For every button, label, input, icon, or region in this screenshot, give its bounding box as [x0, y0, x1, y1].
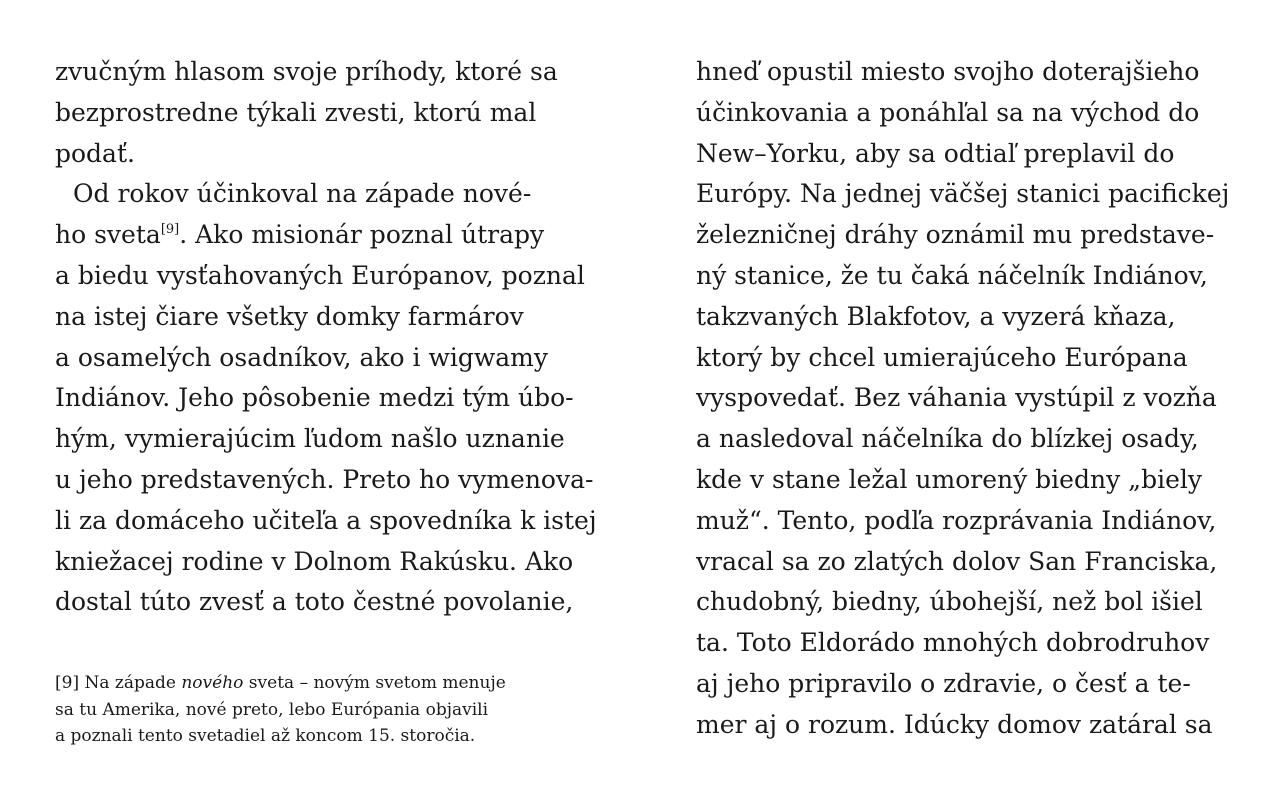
- text-line-with-footnote-ref: [55, 215, 597, 256]
- text-line: Indiánov. Jeho pôsobenie medzi tým úbo-: [55, 383, 574, 413]
- text-line: ta. Toto Eldorádo mnohých dobrodruhov: [696, 628, 1210, 658]
- text-line: a osamelých osadníkov, ako i wigwamy: [55, 342, 548, 372]
- footnote-text: [9] Na západe: [55, 673, 182, 693]
- text-line: dostal túto zvesť a toto čestné povolanie,: [55, 587, 574, 617]
- text-line: vracal sa zo zlatých dolov San Franciska,: [696, 546, 1218, 576]
- footnote-line: [55, 670, 506, 697]
- footnote-line: sa tu Amerika, nové preto, lebo Európania objavili: [55, 699, 489, 720]
- text-line: u jeho predstavených. Preto ho vymenova-: [55, 464, 594, 494]
- text-line: zvučným hlasom svoje príhody, ktoré sa: [55, 57, 558, 86]
- text-line: na istej čiare všetky domky farmárov: [55, 301, 524, 331]
- footnote-italic-text: nového: [181, 673, 244, 693]
- text-line: takzvaných Blakfotov, a vyzerá kňaza,: [696, 301, 1176, 331]
- text-line: vyspovedať. Bez váhania vystúpil z vozňa: [696, 383, 1217, 413]
- text-line: mer aj o rozum. Idúcky domov zatáral sa: [696, 709, 1213, 739]
- footnote-line: a poznali tento svetadiel až koncom 15. storočia.: [55, 726, 476, 746]
- text-line: chudobný, biedny, úbohejší, než bol išiel: [696, 587, 1203, 617]
- text-line: aj jeho pripravilo o zdravie, o česť a te-: [696, 668, 1191, 698]
- text-line: hým, vymierajúcim ľudom našlo uznanie: [55, 424, 565, 454]
- text-line: ktorý by chcel umierajúceho Európana: [696, 342, 1188, 372]
- text-line: li za domáceho učiteľa a spovedníka k istej: [55, 505, 597, 535]
- text-line: bezprostredne týkali zvesti, ktorú mal: [55, 97, 537, 127]
- text-line: účinkovania a ponáhľal sa na východ do: [696, 97, 1200, 127]
- text-line: a nasledoval náčelníka do blízkej osady,: [696, 424, 1199, 454]
- footnote-text: sveta – novým svetom menuje: [243, 673, 506, 693]
- text-segment: . Ako misionár poznal útrapy: [179, 220, 545, 250]
- text-line: a biedu vysťahovaných Európanov, poznal: [55, 260, 585, 290]
- text-line: ný stanice, že tu čaká náčelník Indiánov,: [696, 260, 1208, 290]
- left-text-column: [55, 52, 597, 623]
- text-segment: ho sveta: [55, 220, 161, 250]
- text-line: podať.: [55, 138, 135, 168]
- text-line: kde v stane ležal umorený biedny „biely: [696, 464, 1203, 494]
- right-text-column: [696, 52, 1229, 746]
- text-line: Európy. Na jednej väčšej stanici pacifickej: [696, 179, 1230, 209]
- paragraph-start-line: Od rokov účinkoval na západe nové-: [73, 179, 532, 209]
- text-line: muž“. Tento, podľa rozprávania Indiánov,: [696, 505, 1217, 535]
- text-line: hneď opustil miesto svojho doterajšieho: [696, 57, 1200, 86]
- text-line: železničnej dráhy oznámil mu predstave-: [696, 220, 1215, 250]
- footnote-reference[interactable]: [9]: [160, 222, 180, 238]
- text-line: kniežacej rodine v Dolnom Rakúsku. Ako: [55, 546, 574, 576]
- text-line: New–Yorku, aby sa odtiaľ preplavil do: [696, 138, 1175, 168]
- footnote: [55, 670, 506, 750]
